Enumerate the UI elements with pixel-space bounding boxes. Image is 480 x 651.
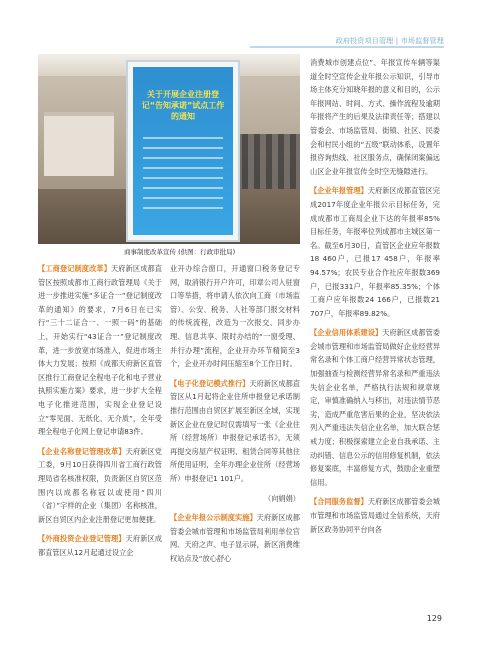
paragraph	[38, 262, 162, 439]
paragraph	[170, 492, 300, 506]
paragraph	[310, 326, 440, 489]
paragraph	[38, 445, 162, 527]
poster-text-line	[143, 167, 223, 169]
poster-text-line	[143, 187, 223, 189]
column-3	[310, 56, 440, 536]
poster-text-line	[143, 177, 223, 179]
paragraph	[310, 56, 440, 178]
paragraph-text: 天府新区成都管委会城市管理和市场监管局利用单位官网、天府之声、电子显示屏，新区消费维权站点及“放心舒心	[170, 513, 300, 563]
poster-text-line	[143, 137, 223, 139]
poster-stand	[126, 60, 240, 242]
section-tag: 【外商投资企业登记管理】	[38, 534, 126, 544]
photo-caption: 商事制度改革宣传 (供图：行政审批局)	[124, 248, 236, 256]
section-tag: 【企业年报管理】	[310, 186, 368, 196]
paragraph-text: 天府新区成都直管区按照成都市工商行政管理局《关于进一步推进实施“多证合一”登记制度改革的通知》的要求，7月6日在已实行“三十二证合一、一照一码”的基础上，开始实行“43证合一”登记制度改革，进一步放宽市场准入，促进市场主体大力发展；按照《成都天府新区直管区推行工商登记全程电子化和电子营业执照实施方案》要求，进一步扩大全程电子化推进范围，实现企业登记设立“零见面、无纸化、无介质”，全年受理全程电子化网上登记申请83件。	[38, 264, 162, 437]
poster-text-line	[143, 157, 223, 159]
paragraph-text: 天府新区成都管委会城市管理和市场监管局做好企业经营异常名录和个体工商户经营异常状态管理，加强抽查与检测经营异常名录和严重违法失信企业名单，严格执行法规和规章规定，审慎准确纳入与移出，对违法情节恶劣，造成严重危害后果的企业，坚决依法列入严重违法失信企业名单，加大联合惩戒力度；积极探索建立企业自我承诺、主动纠错、信息公示的信用修复机制，依法修复案底，丰富修复方式，鼓励企业重塑信用。	[310, 328, 440, 487]
paragraph	[38, 532, 162, 559]
page-number: 129	[426, 614, 442, 623]
column-1	[38, 262, 162, 559]
paragraph	[170, 262, 300, 371]
paragraph-text: 消费城市创建点位”、年报宣传车辆等渠道全时空宣传企业年报公示知识，引导市场主体充分知晓年报的意义和目的，公示年报网站、时间、方式、操作流程及逾期年报将产生的后果及法律责任等；搭建以管委会、市场监管局、街镇、社区、民委会和村民小组的“五级”联动体系，设置年报咨询热线、社区服务点，确保闭案偏远山区企业年报宣传全时空无缝隙进行。	[310, 58, 440, 176]
paragraph-text: 业开办综合窗口，开通窗口税务登记专网，取消银行开户许可，印章公司入驻窗口等举措，将申请人依次向工商（市场监管）、公安、税务、人社等部门报交材料的传统流程，改造为一次报交、同步办理、信息共享、限时办结的“一窗受理、并行办理”流程，企业开办环节精简至3个，企业开办时间压缩至8个工作日时。	[170, 264, 300, 369]
paragraph	[170, 377, 300, 486]
header-rule	[250, 46, 444, 48]
column-2	[170, 262, 300, 565]
running-header: 政府投资项目管理 | 市场监督管理	[335, 37, 444, 45]
paragraph-text: （向娟娟）	[264, 493, 300, 503]
poster-title: 关于开展企业注册登记“告知承诺”试点工作的通知	[141, 90, 225, 121]
paragraph-text: 天府新区成都直管区从12月起通过设立企	[38, 534, 162, 557]
photo	[38, 54, 300, 244]
section-tag: 【企业名称登记管理改革】	[38, 446, 126, 456]
paragraph-text: 天府新区党工委，9月10日获得四川省工商行政管理局省名核准权限，负责新区自贸区范围内以成都名称冠以或使用“四川（省）”字样的企业（集团）名称核准，新区自贸区内企业注册登记更加便捷。	[38, 446, 162, 524]
section-tag: 【电子化登记模式推行】	[170, 378, 250, 388]
poster-text-line	[143, 207, 223, 209]
paragraph-text: 天府新区成都直管区完成2017年度企业年报公示目标任务，完成成都市工商局企业下达的年报率85%目标任务，年报率位列成都市主城区第一名。截至6月30日，直管区企业应年报数18 460户，已报17 458户，年报率94.57%；农民专业合作社应年报数369户，已报331户，年报率85.35%；个体工商户应年报数24 166户，已报数21 707户，年报率89.82%。	[310, 186, 440, 318]
poster-text-line	[143, 147, 223, 149]
poster-text-line	[143, 197, 223, 199]
section-tag: 【合同服务监督】	[310, 497, 368, 507]
paragraph	[310, 495, 440, 536]
section-tag: 【企业年报公示制度实施】	[170, 513, 257, 523]
poster-panel	[133, 67, 233, 235]
section-tag: 【企业信用体系建设】	[310, 328, 383, 338]
paragraph-text: 天府新区成都管委会城市管理和市场监管局通过全信系统，天府新区政务协同平台向各	[310, 497, 440, 534]
section-tag: 【工商登记制度改革】	[38, 264, 111, 273]
paragraph-text: 天府新区成都直管区从1月起将企业住所申报登记承诺制推行范围由自贸区扩展至新区全域，实现新区企业在登记时仅需填写一张《企业住所（经营场所）申报登记承诺书》，无须再提交房屋产权证明、租赁合同等其他住所使用证明，全年办理企业住所（经营场所）申报登记1 101户。	[170, 378, 300, 483]
paragraph	[170, 511, 300, 565]
paragraph	[310, 184, 440, 320]
service-counter	[44, 112, 114, 176]
